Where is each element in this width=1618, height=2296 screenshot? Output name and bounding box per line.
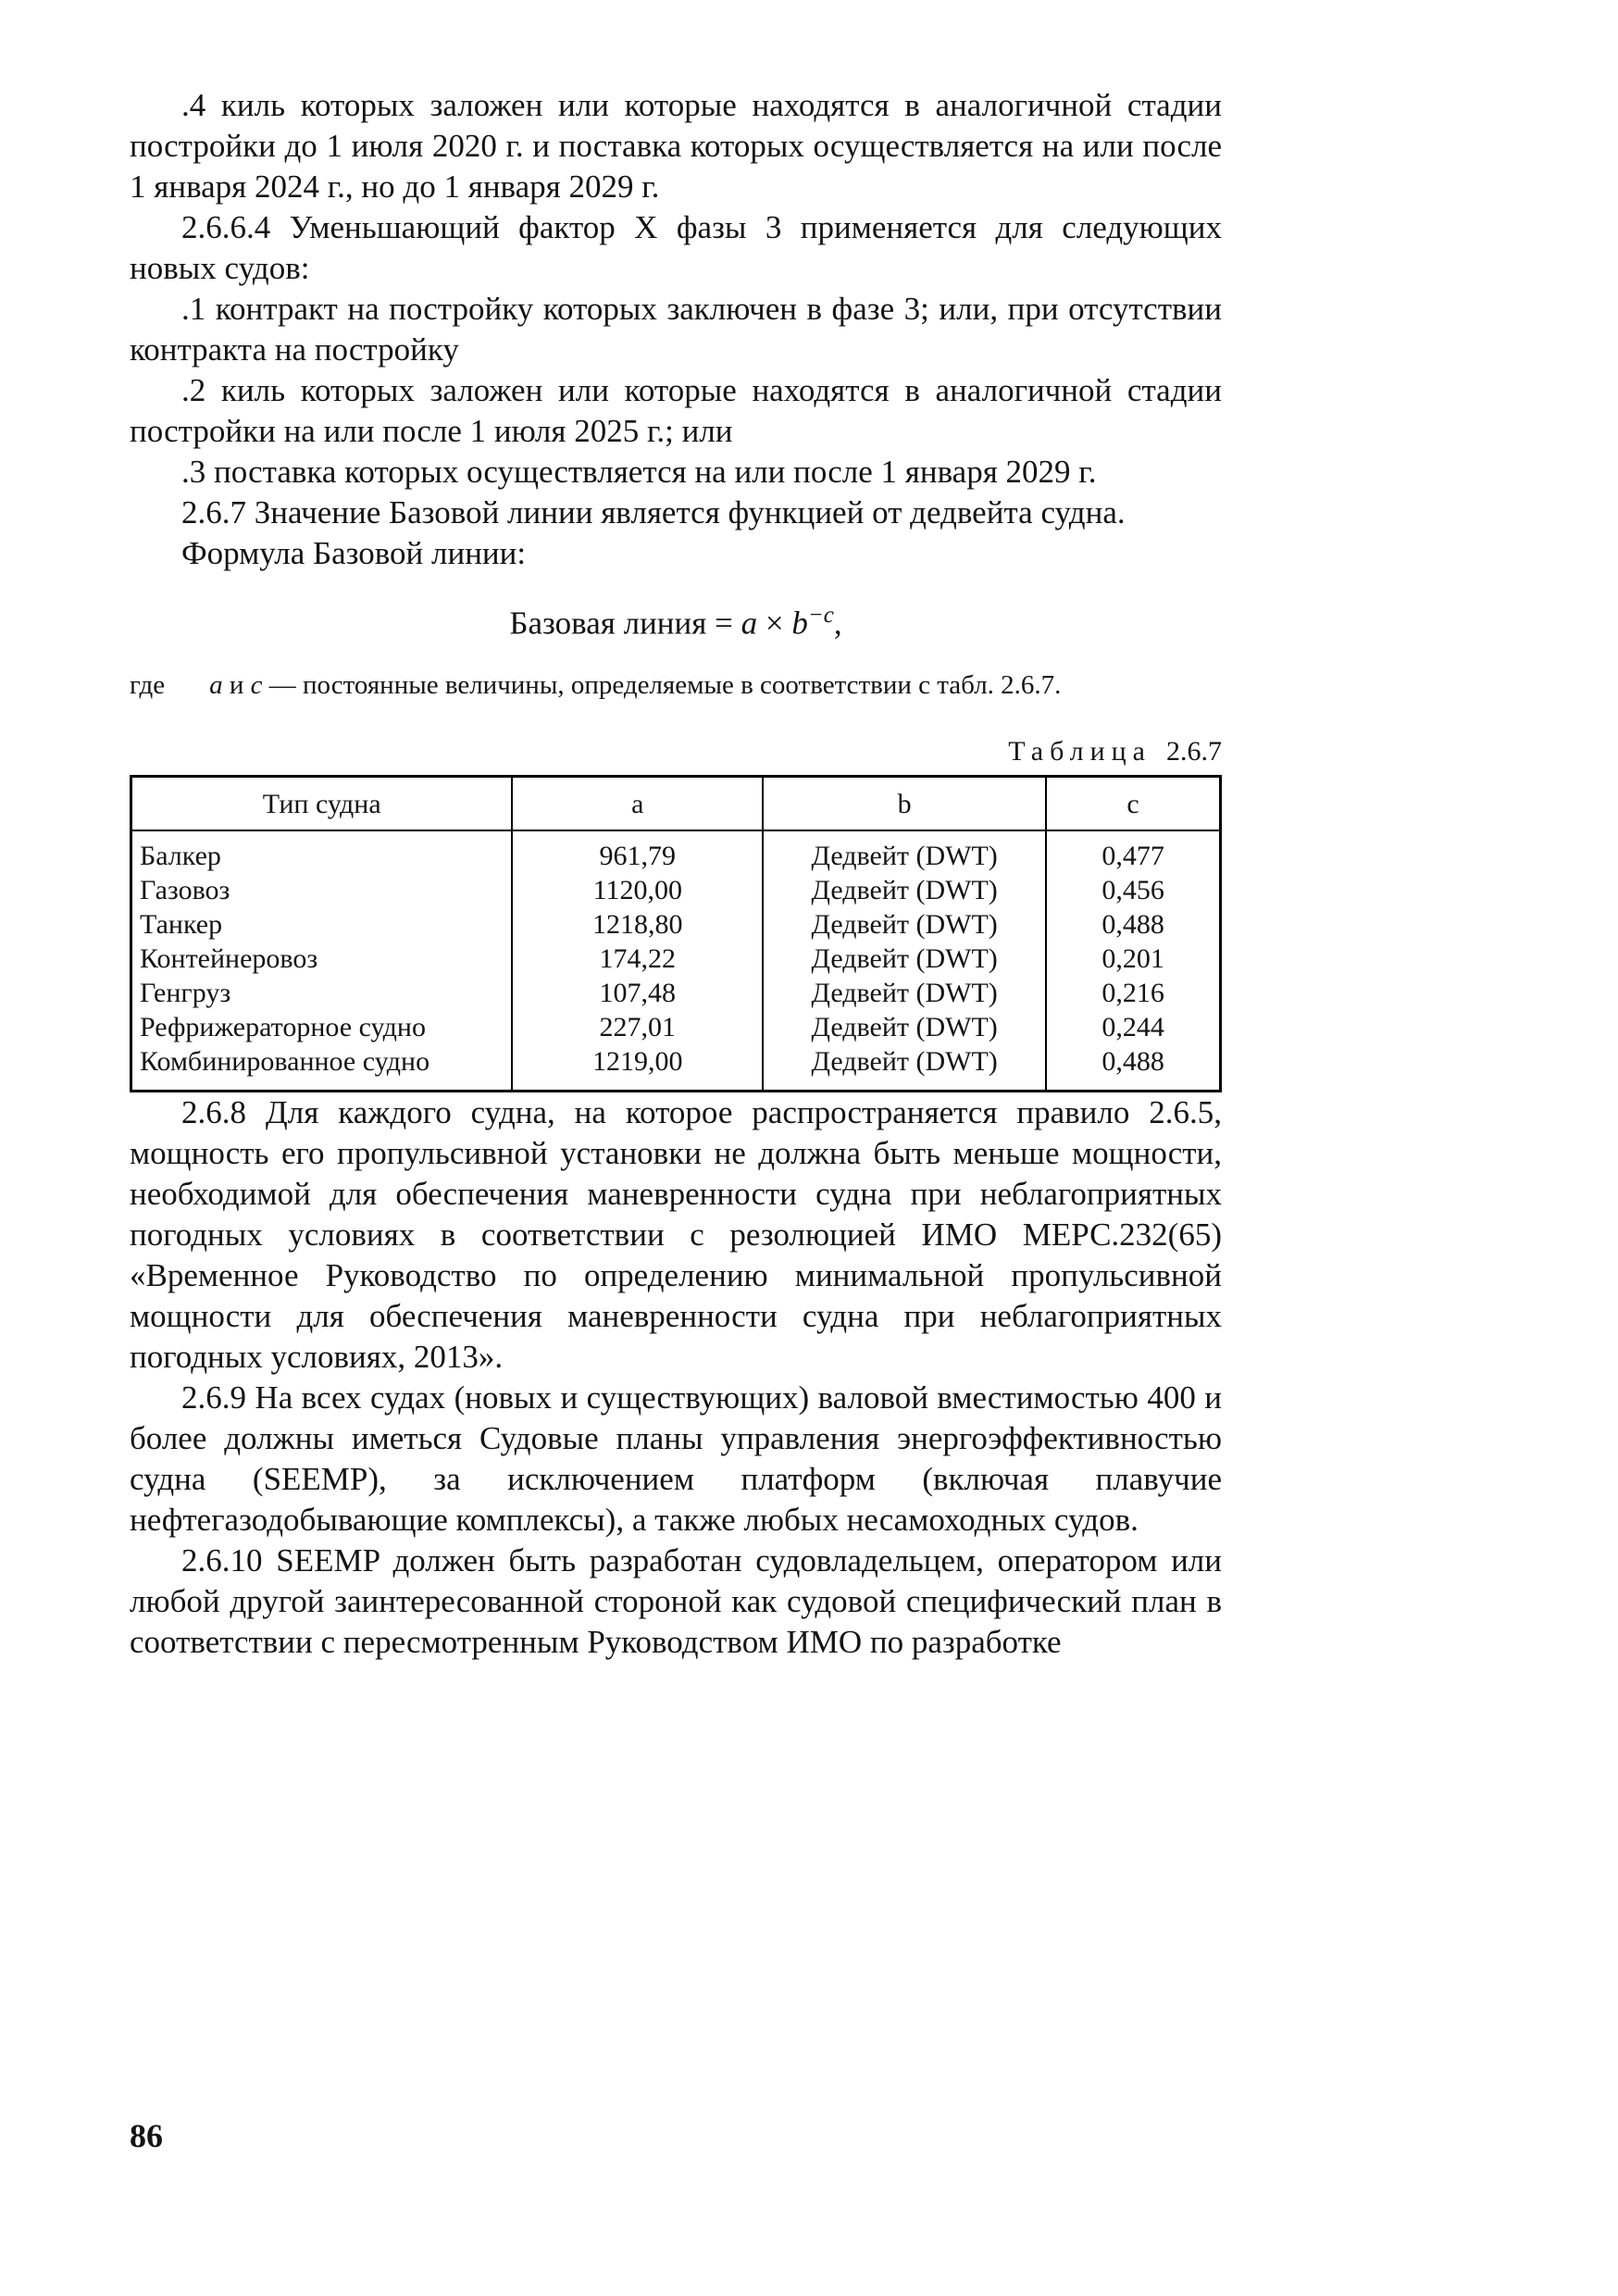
- table-cell-ship-type: Генгруз: [131, 976, 513, 1010]
- paragraph-item-2: .2 киль которых заложен или которые находятся в аналогичной стадии постройки на или после 1 июля 2025 г.; или: [130, 372, 1222, 449]
- table-body: [131, 830, 1221, 1092]
- formula-var-b: b: [791, 605, 808, 642]
- table-row: [131, 873, 1221, 907]
- table-cell-a: 227,01: [512, 1010, 763, 1044]
- table-cell-c: 0,456: [1101, 874, 1164, 905]
- table-cell-b: Дедвейт (DWT): [763, 1010, 1046, 1044]
- where-text: — постоянные величины, определяемые в соответствии с табл. 2.6.7.: [262, 669, 1062, 700]
- table-caption-word: Таблица: [1008, 735, 1151, 767]
- table-cell-ship-type: Газовоз: [131, 873, 513, 907]
- table-cell-c: 0,201: [1101, 942, 1164, 974]
- table-row: [131, 907, 1221, 942]
- paragraph-2-6-9: 2.6.9 На всех судах (новых и существующих) валовой вместимостью 400 и более должны иметься Судовые планы управления энергоэффективностью судна (SEEMP), за исключением платформ (включая плавучие нефтегазодобывающие комплексы), а также любых несамоходных судов.: [130, 1379, 1222, 1538]
- table-row: [131, 1044, 1221, 1092]
- table-cell-c: 0,488: [1101, 908, 1164, 940]
- formula-times-sign: ×: [757, 605, 792, 642]
- paragraph-item-1: .1 контракт на постройку которых заключен в фазе 3; или, при отсутствии контракта на постройку: [130, 291, 1222, 368]
- table-row: [131, 942, 1221, 976]
- baseline-parameters-table: [130, 775, 1222, 1092]
- table-cell-c: 0,216: [1101, 977, 1164, 1008]
- baseline-formula: [130, 594, 1222, 645]
- table-header-row: [131, 776, 1221, 830]
- table-cell-c: 0,488: [1101, 1045, 1164, 1077]
- where-var-c: c: [250, 669, 263, 700]
- table-header-a: a: [512, 776, 763, 830]
- table-cell-b: Дедвейт (DWT): [763, 830, 1046, 873]
- table-caption: [130, 736, 1222, 767]
- table-cell-ship-type: Комбинированное судно: [131, 1044, 513, 1092]
- formula-prefix: Базовая линия =: [509, 605, 741, 642]
- table-cell-b: Дедвейт (DWT): [763, 1044, 1046, 1092]
- paragraph-item-3: .3 поставка которых осуществляется на или после 1 января 2029 г.: [181, 454, 1097, 490]
- paragraph-2-6-6-4: 2.6.6.4 Уменьшающий фактор X фазы 3 применяется для следующих новых судов:: [130, 209, 1222, 286]
- table-cell-ship-type: Танкер: [131, 907, 513, 942]
- table-cell-a: 1120,00: [512, 873, 763, 907]
- formula-comma: ,: [833, 605, 842, 642]
- table-cell-a: 174,22: [512, 942, 763, 976]
- table-cell-a: 107,48: [512, 976, 763, 1010]
- table-cell-a: 961,79: [512, 830, 763, 873]
- table-cell-c: 0,477: [1101, 840, 1164, 871]
- paragraph-2-6-7: 2.6.7 Значение Базовой линии является функцией от дедвейта судна.: [181, 494, 1126, 530]
- page-content: [130, 85, 1222, 1663]
- formula-exponent: −c: [807, 603, 834, 628]
- paragraph-2-6-8: 2.6.8 Для каждого судна, на которое распространяется правило 2.6.5, мощность его пропульсивной установки не должна быть меньше мощности, необходимой для обеспечения маневренности судна при неблагоприятных погодных условиях в соответствии с резолюцией ИМО МЕРС.232(65) «Временное Руководство по определению минимальной пропульсивной мощности для обеспечения маневренности судна при неблагоприятных погодных условиях, 2013».: [130, 1093, 1222, 1375]
- page-number: 86: [130, 2117, 163, 2154]
- table-cell-c: 0,244: [1101, 1011, 1164, 1042]
- table-row: [131, 1010, 1221, 1044]
- paragraph-item-4: .4 киль которых заложен или которые находятся в аналогичной стадии постройки до 1 июля 2020 г. и поставка которых осуществляется на или после 1 января 2024 г., но до 1 января 2029 г.: [130, 87, 1222, 205]
- table-cell-b: Дедвейт (DWT): [763, 873, 1046, 907]
- table-row: [131, 976, 1221, 1010]
- table-row: [131, 830, 1221, 873]
- table-cell-ship-type: Рефрижераторное судно: [131, 1010, 513, 1044]
- formula-var-a: a: [741, 605, 758, 642]
- table-cell-a: 1218,80: [512, 907, 763, 942]
- table-cell-b: Дедвейт (DWT): [763, 907, 1046, 942]
- paragraph-formula-intro: Формула Базовой линии:: [181, 535, 527, 571]
- table-cell-b: Дедвейт (DWT): [763, 976, 1046, 1010]
- table-cell-a: 1219,00: [512, 1044, 763, 1092]
- where-clause: [130, 668, 1222, 703]
- where-conjunction: и: [222, 669, 251, 700]
- where-label: где: [130, 669, 166, 700]
- table-cell-b: Дедвейт (DWT): [763, 942, 1046, 976]
- where-var-a: a: [209, 669, 223, 700]
- table-cell-ship-type: Балкер: [131, 830, 513, 873]
- table-header-c: c: [1046, 776, 1220, 830]
- table-cell-ship-type: Контейнеровоз: [131, 942, 513, 976]
- table-caption-number: 2.6.7: [1166, 735, 1222, 767]
- table-header-b: b: [763, 776, 1046, 830]
- table-header-ship-type: Тип судна: [131, 776, 513, 830]
- paragraph-2-6-10: 2.6.10 SEEMP должен быть разработан судовладельцем, оператором или любой другой заинтересованной стороной как судовой специфический план в соответствии с пересмотренным Руководством ИМО по разработке: [130, 1541, 1222, 1660]
